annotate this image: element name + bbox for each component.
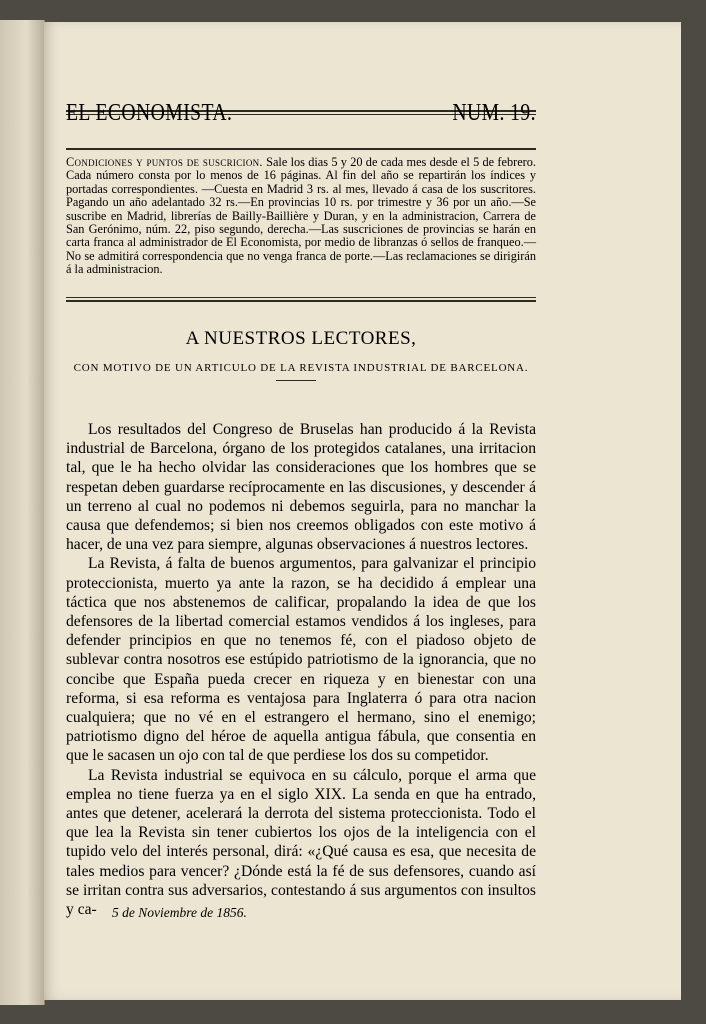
conditions-bottom-rule-thick — [66, 300, 536, 302]
article-body — [66, 420, 536, 919]
subscription-conditions — [66, 156, 536, 277]
article-title: A NUESTROS LECTORES, — [185, 328, 417, 349]
masthead — [66, 96, 536, 130]
masthead-bottom-rule — [66, 148, 536, 150]
article-paragraph-2: La Revista, á falta de buenos argumentos, para galvanizar el principio proteccionista, muerto ya ante la razon, se ha decidido á emplear una táctica que nos abstenemos de calificar, propalando la idea de que los defensores de la libertad comercial estamos vendidos á los ingleses, para defender principios en que no tenemos fé, con el piadoso objeto de sublevar contra nosotros ese estúpido patriotismo de la ignorancia, que no concibe que España pueda crecer en riqueza y en bienestar con una reforma, si esa reforma es ventajosa para Inglaterra ó para otra nacion cualquiera; que no vé en el estrangero el hermano, sino el enemigo; patriotismo digno del héroe de aquella antigua fábula, que consentia en que le sacasen un ojo con tal de que perdiese los dos su competidor. — [66, 555, 536, 765]
facing-page-edge — [0, 20, 45, 1005]
conditions-label: Condiciones y puntos de suscricion. — [66, 155, 263, 169]
issue-number: NUM. 19. — [452, 100, 536, 126]
newspaper-title: EL ECONOMISTA. — [66, 100, 233, 126]
conditions-bottom-rule — [66, 297, 536, 298]
article-subtitle: CON MOTIVO DE UN ARTICULO DE LA REVISTA INDUSTRIAL DE BARCELONA. — [73, 362, 529, 374]
issue-date: 5 de Noviembre de 1856. — [112, 905, 247, 920]
article-paragraph-3: La Revista industrial se equivoca en su cálculo, porque el arma que emplea no tiene fuerza ya en el siglo XIX. La senda en que ha entrado, antes que detener, acelerará la derrota del sistema proteccionista. Todo el que lea la Revista sin tener cubiertos los ojos de la inteligencia con el tupido velo del interés personal, dirá: «¿Qué causa es esa, que necesita de tales medios para vencer? ¿Dónde está la fé de sus defensores, cuando así se irritan contra sus adversarios, contestando á sus argumentos con insultos y ca- — [66, 766, 536, 919]
article-paragraph-1: Los resultados del Congreso de Bruselas han producido á la Revista industrial de Barcelona, órgano de los protegidos catalanes, una irritacion tal, que le ha hecho olvidar las consideraciones que los hombres que se respetan deben guardarse recíprocamente en las discusiones, y descender á un terreno al cual no podemos ni debemos seguirla, para no manchar la causa que defendemos; si bien nos creemos obligados con este motivo á hacer, de una vez para siempre, algunas observaciones á nuestros lectores. — [66, 421, 536, 554]
title-divider — [276, 380, 316, 381]
conditions-text: Sale los dias 5 y 20 de cada mes desde el 5 de febrero. Cada número consta por lo menos de 16 páginas. Al fin del año se repartirán los índices y portadas correspondientes. —Cuesta en Madrid 3 rs. al mes, llevado á casa de los suscritores. Pagando un año adelantado 32 rs.—En provincias 10 rs. por trimestre y 36 por un año.—Se suscribe en Madrid, librerías de Bailly-Baillière y Duran, y en la administracion, Carrera de San Gerónimo, núm. 22, piso segundo, derecha.—Las suscriciones de provincias se harán en carta franca al administrador de El Economista, por medio de libranzas ó sellos de franqueo.—No se admitirá correspondencia que no venga franca de porte.—Las reclamaciones se dirigirán á la administracion. — [66, 155, 536, 277]
